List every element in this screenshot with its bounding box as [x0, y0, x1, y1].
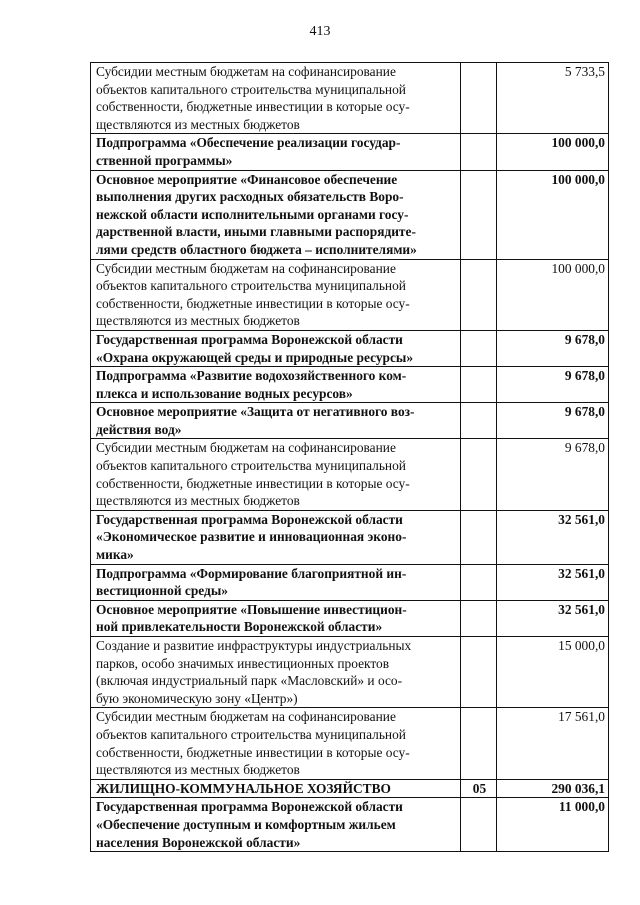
- row-name: Основное мероприятие «Повышение инвестицион- ной привлекательности Воронежской области»: [96, 601, 407, 635]
- table-row: [91, 403, 609, 439]
- table-row: [91, 510, 609, 564]
- row-amount: 100 000,0: [497, 134, 609, 170]
- row-name: Подпрограмма «Формирование благоприятной ин- вестиционной среды»: [96, 565, 407, 599]
- row-name-cell: [91, 779, 461, 798]
- row-name-cell: [91, 134, 461, 170]
- row-name: Субсидии местным бюджетам на софинансирование объектов капитального строительства муниципальной собственности, бюджетные инвестиции в которые осу- ществляются из местных бюджетов: [96, 64, 410, 132]
- row-code: [461, 330, 497, 366]
- row-amount: 32 561,0: [497, 564, 609, 600]
- row-amount: 32 561,0: [497, 510, 609, 564]
- budget-table: [90, 62, 609, 852]
- row-name-cell: [91, 259, 461, 330]
- row-code: [461, 708, 497, 779]
- row-name-cell: [91, 63, 461, 134]
- row-name-cell: [91, 564, 461, 600]
- row-amount: 32 561,0: [497, 600, 609, 636]
- table-row: [91, 259, 609, 330]
- row-name: Подпрограмма «Обеспечение реализации государ- ственной программы»: [96, 135, 401, 168]
- row-name-cell: [91, 439, 461, 510]
- row-name: Основное мероприятие «Финансовое обеспечение выполнения других расходных обязательств Воро- нежской области исполнительными органами госу- дарственной власти, иными главными распорядите- лями средств областного бюджета – исполнителями»: [96, 171, 417, 257]
- row-code: [461, 798, 497, 852]
- row-code: [461, 439, 497, 510]
- row-amount: 100 000,0: [497, 170, 609, 259]
- row-code: [461, 403, 497, 439]
- row-name-cell: [91, 330, 461, 366]
- table-row: [91, 170, 609, 259]
- row-name-cell: [91, 798, 461, 852]
- row-name: Подпрограмма «Развитие водохозяйственного ком- плекса и использование водных ресурсов»: [96, 368, 407, 401]
- row-amount: 11 000,0: [497, 798, 609, 852]
- table-row: [91, 439, 609, 510]
- row-name: ЖИЛИЩНО-КОММУНАЛЬНОЕ ХОЗЯЙСТВО: [96, 780, 391, 796]
- row-name-cell: [91, 510, 461, 564]
- row-name-cell: [91, 170, 461, 259]
- row-amount: 9 678,0: [497, 403, 609, 439]
- row-amount: 100 000,0: [497, 259, 609, 330]
- row-name: Создание и развитие инфраструктуры индустриальных парков, особо значимых инвестиционных проектов (включая индустриальный парк «Масловский» и осо- бую экономическую зону «Центр»): [96, 638, 412, 706]
- row-name: Государственная программа Воронежской области «Охрана окружающей среды и природные ресурсы»: [96, 331, 414, 365]
- row-name-cell: [91, 600, 461, 636]
- table-row: [91, 367, 609, 403]
- table-row: [91, 63, 609, 134]
- row-amount: 17 561,0: [497, 708, 609, 779]
- table-row: [91, 134, 609, 170]
- row-code: [461, 510, 497, 564]
- row-name-cell: [91, 367, 461, 403]
- row-code: [461, 134, 497, 170]
- row-name: Государственная программа Воронежской области «Обеспечение доступным и комфортным жильем населения Воронежской области»: [96, 799, 403, 850]
- row-name-cell: [91, 637, 461, 708]
- row-code: [461, 259, 497, 330]
- table-row: [91, 798, 609, 852]
- row-code: [461, 600, 497, 636]
- row-amount: 9 678,0: [497, 439, 609, 510]
- row-name: Государственная программа Воронежской области «Экономическое развитие и инновационная эконо- мика»: [96, 511, 407, 563]
- row-amount: 9 678,0: [497, 367, 609, 403]
- row-code: [461, 367, 497, 403]
- row-amount: 290 036,1: [497, 779, 609, 798]
- row-code: [461, 170, 497, 259]
- table-row: [91, 637, 609, 708]
- table-row: [91, 330, 609, 366]
- row-name-cell: [91, 708, 461, 779]
- row-name: Основное мероприятие «Защита от негативного воз- действия вод»: [96, 404, 415, 437]
- row-code: [461, 564, 497, 600]
- row-code: 05: [461, 779, 497, 798]
- row-name: Субсидии местным бюджетам на софинансирование объектов капитального строительства муниципальной собственности, бюджетные инвестиции в которые осу- ществляются из местных бюджетов: [96, 260, 410, 329]
- row-code: [461, 63, 497, 134]
- row-amount: 9 678,0: [497, 330, 609, 366]
- row-amount: 15 000,0: [497, 637, 609, 708]
- row-amount: 5 733,5: [497, 63, 609, 134]
- row-name: Субсидии местным бюджетам на софинансирование объектов капитального строительства муниципальной собственности, бюджетные инвестиции в которые осу- ществляются из местных бюджетов: [96, 709, 410, 778]
- row-code: [461, 637, 497, 708]
- table-row: [91, 600, 609, 636]
- page-number: 413: [309, 24, 331, 39]
- table-row: [91, 708, 609, 779]
- row-name: Субсидии местным бюджетам на софинансирование объектов капитального строительства муниципальной собственности, бюджетные инвестиции в которые осу- ществляются из местных бюджетов: [96, 440, 410, 509]
- table-row: [91, 564, 609, 600]
- table-row: [91, 779, 609, 798]
- row-name-cell: [91, 403, 461, 439]
